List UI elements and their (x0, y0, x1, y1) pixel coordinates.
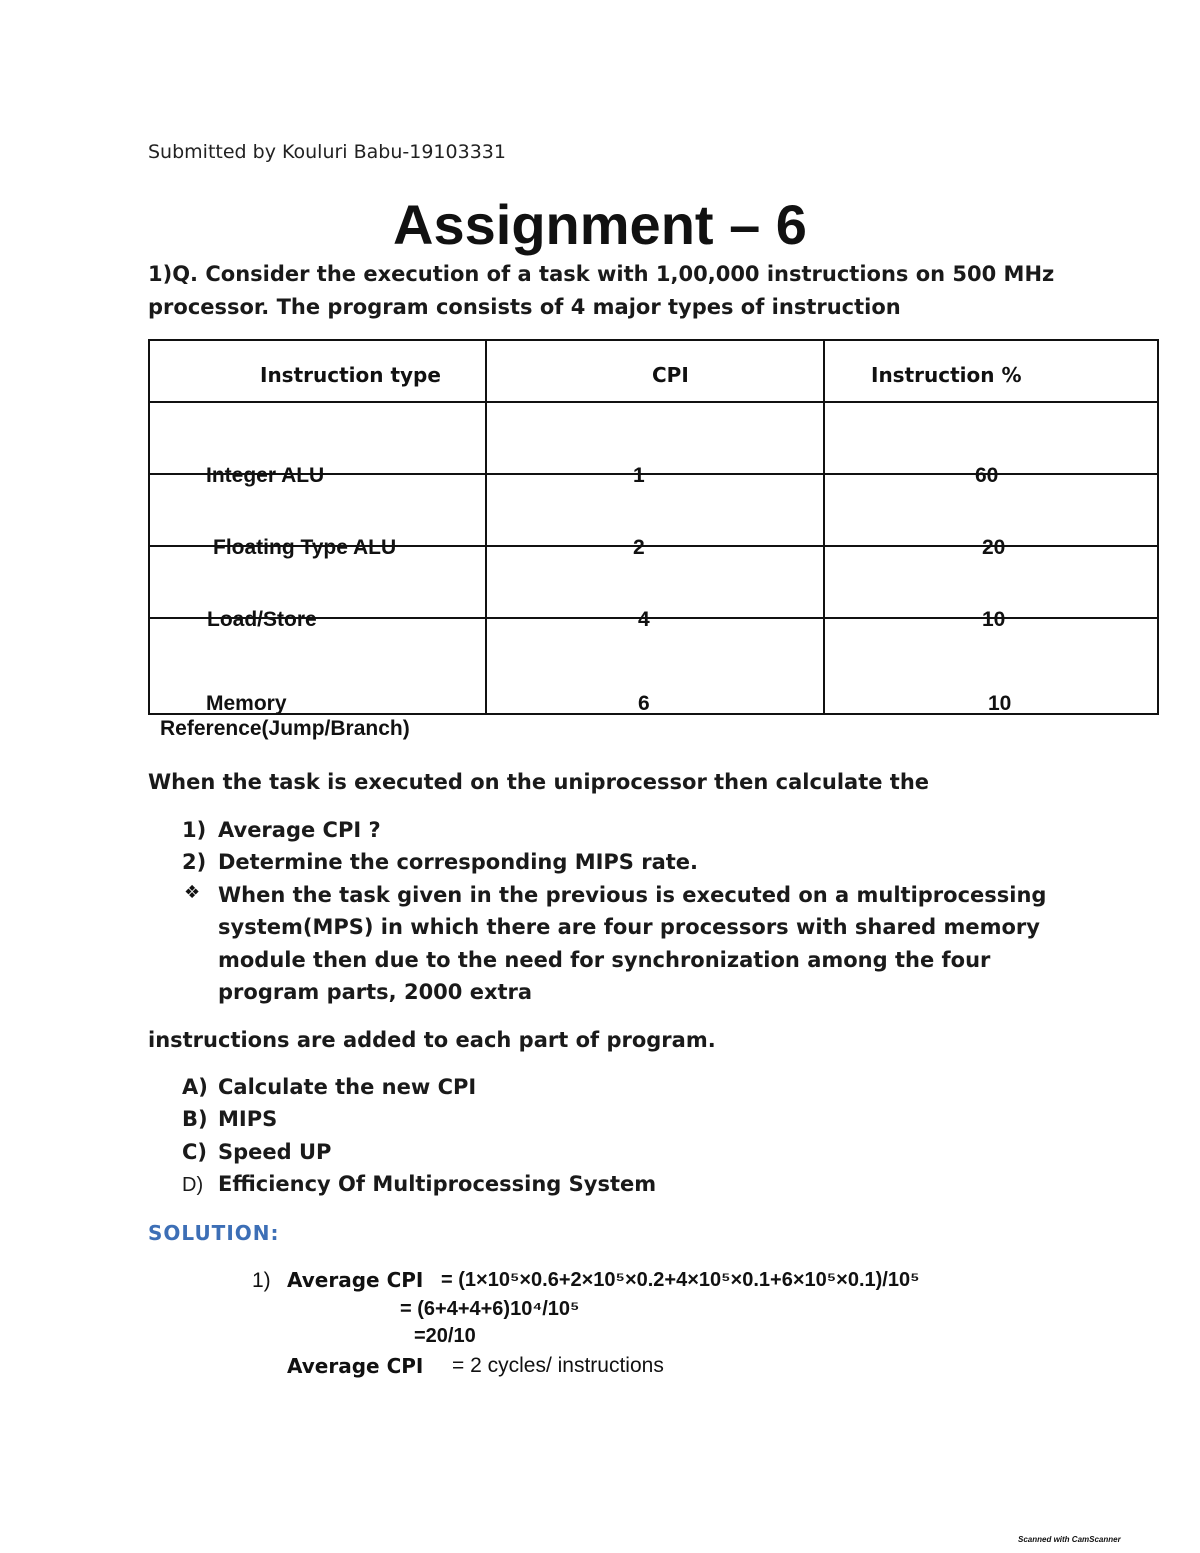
sub-item: MIPS (218, 1107, 278, 1131)
bullet-line: program parts, 2000 extra (218, 980, 533, 1004)
solution-number: 1) (252, 1269, 271, 1292)
item-marker: D) (182, 1174, 204, 1196)
header-instruction-type: Instruction type (149, 340, 486, 402)
header-instruction-percent: Instruction % (824, 340, 1158, 402)
sub-item: Efficiency Of Multiprocessing System (218, 1172, 657, 1196)
instruction-table (148, 339, 1159, 740)
bullet-line: When the task given in the previous is executed on a multiprocessing (218, 883, 1047, 907)
table-row (149, 402, 1158, 474)
cell-cpi: 4 (486, 546, 824, 618)
bullet-line: module then due to the need for synchronization among the four (218, 948, 991, 972)
final-average-cpi-value: = 2 cycles/ instructions (452, 1354, 664, 1377)
cell-type: Memory Reference(Jump/Branch) (149, 618, 486, 714)
table-row (149, 618, 1158, 714)
table-header-row (149, 340, 1158, 402)
cell-cpi: 1 (486, 402, 824, 474)
sub-item: Calculate the new CPI (218, 1075, 477, 1099)
item-marker: C) (182, 1140, 208, 1164)
equation-line-3: =20/10 (414, 1325, 476, 1347)
task-continuation: instructions are added to each part of program. (148, 1028, 716, 1052)
list-item: Determine the corresponding MIPS rate. (218, 850, 699, 874)
header-cpi: CPI (486, 340, 824, 402)
page-title: Assignment – 6 (393, 193, 807, 256)
equation-line-2: = (6+4+4+6)10⁴/10⁵ (400, 1298, 580, 1320)
cell-percent: 20 (824, 474, 1158, 546)
cell-cpi: 2 (486, 474, 824, 546)
cell-percent: 60 (824, 402, 1158, 474)
equation-line-1: = (1×10⁵×0.6+2×10⁵×0.2+4×10⁵×0.1+6×10⁵×0.1)/10⁵ (441, 1269, 920, 1291)
question-line-1: 1)Q. Consider the execution of a task with 1,00,000 instructions on 500 MHz (148, 262, 1055, 286)
cell-percent: 10 (824, 618, 1158, 714)
cell-percent: 10 (824, 546, 1158, 618)
item-marker: 1) (182, 818, 207, 842)
item-marker: 2) (182, 850, 207, 874)
cell-cpi: 6 (486, 618, 824, 714)
cell-type: Floating Type ALU (149, 474, 486, 546)
list-item: Average CPI ? (218, 818, 381, 842)
task-intro: When the task is executed on the uniprocessor then calculate the (148, 770, 930, 794)
question-line-2: processor. The program consists of 4 major types of instruction (148, 295, 901, 319)
sub-item: Speed UP (218, 1140, 332, 1164)
submitted-by: Submitted by Kouluri Babu-19103331 (148, 141, 506, 163)
cell-type: Load/Store (149, 546, 486, 618)
bullet-line: system(MPS) in which there are four processors with shared memory (218, 915, 1040, 939)
solution-heading: SOLUTION: (148, 1221, 280, 1245)
scanner-watermark: Scanned with CamScanner (1018, 1535, 1121, 1544)
item-marker: B) (182, 1107, 208, 1131)
average-cpi-label: Average CPI (287, 1268, 424, 1292)
final-average-cpi-label: Average CPI (287, 1354, 424, 1378)
item-marker: A) (182, 1075, 208, 1099)
cell-type: Integer ALU (149, 402, 486, 474)
diamond-bullet-icon: ❖ (184, 882, 201, 903)
